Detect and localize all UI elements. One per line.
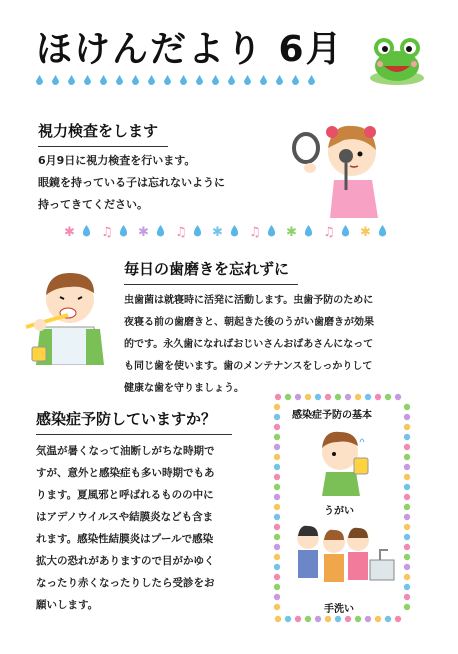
frame-dot	[274, 464, 280, 470]
frame-dot	[274, 534, 280, 540]
frame-dot	[274, 494, 280, 500]
boy-brushing-teeth-illustration	[22, 265, 112, 365]
decorative-separator	[60, 222, 390, 240]
frame-dot	[274, 544, 280, 550]
water-drop-icon	[164, 75, 171, 85]
frame-dot	[315, 616, 321, 622]
frame-dot	[274, 444, 280, 450]
eye-test-text: 6月9日に視力検査を行います。 眼鏡を持っている子は忘れないように 持ってきてください。	[38, 154, 225, 211]
frame-dot	[345, 394, 351, 400]
frame-dot	[404, 504, 410, 510]
frame-dot	[404, 494, 410, 500]
frame-dot	[404, 534, 410, 540]
frame-dot	[274, 434, 280, 440]
infobox-title: 感染症予防の基本	[292, 410, 372, 421]
frame-dot	[295, 394, 301, 400]
frame-dot	[404, 594, 410, 600]
frame-dot	[315, 394, 321, 400]
water-drop-icon	[148, 75, 155, 85]
frame-dot	[365, 394, 371, 400]
music-note-icon: ♫	[323, 225, 335, 240]
frame-dot	[274, 414, 280, 420]
frame-dot	[274, 504, 280, 510]
frame-dot	[274, 514, 280, 520]
frame-dot	[274, 604, 280, 610]
frame-dot	[274, 404, 280, 410]
water-drop-icon	[276, 75, 283, 85]
water-drop-icon	[180, 75, 187, 85]
frame-dot	[404, 404, 410, 410]
frame-dot	[274, 454, 280, 460]
handwashing-label: 手洗い	[324, 604, 354, 615]
frame-dot	[325, 394, 331, 400]
water-drop-icon	[116, 75, 123, 85]
frame-dot	[285, 394, 291, 400]
water-drop-icon	[231, 225, 238, 237]
water-drop-icon	[83, 225, 90, 237]
section-heading-infection: 感染症予防していますか？	[36, 408, 232, 435]
frame-dot	[295, 616, 301, 622]
frame-dot	[404, 584, 410, 590]
frame-dot	[274, 524, 280, 530]
frame-dot	[345, 616, 351, 622]
water-drop-icon	[212, 75, 219, 85]
section-heading-eye-test: 視力検査をします	[38, 120, 168, 147]
water-drop-icon	[305, 225, 312, 237]
frame-dot	[274, 574, 280, 580]
frame-dot	[395, 394, 401, 400]
section-heading-toothbrushing: 毎日の歯磨きを忘れずに	[124, 258, 298, 285]
star-icon: ✱	[212, 225, 223, 240]
frame-dot	[305, 394, 311, 400]
frame-dot	[404, 604, 410, 610]
frame-dot	[404, 514, 410, 520]
water-drop-icon	[196, 75, 203, 85]
frame-dot	[404, 474, 410, 480]
eye-test-girl-illustration	[292, 110, 392, 218]
frame-dot	[404, 554, 410, 560]
music-note-icon: ♫	[249, 225, 261, 240]
frame-dot	[404, 544, 410, 550]
water-drop-icon	[36, 75, 43, 85]
frog-icon	[368, 34, 426, 86]
star-icon: ✱	[360, 225, 371, 240]
frame-dot	[355, 616, 361, 622]
gargle-label: うがい	[324, 506, 354, 517]
toothbrushing-text: 虫歯菌は就寝時に活発に活動します。虫歯予防のために 夜寝る前の歯磨きと、朝起きた後のうがい歯磨きが効果 的です。永久歯になればおじいさんおばあさんになって も同じ歯を使います。歯のメンテナンスをしっかりして 健康な歯を守りましょう。	[124, 295, 374, 394]
frame-dot	[404, 464, 410, 470]
frame-dot	[274, 584, 280, 590]
water-drop-icon	[100, 75, 107, 85]
water-drop-icon	[342, 225, 349, 237]
frame-dot	[395, 616, 401, 622]
water-drop-icon	[194, 225, 201, 237]
handwashing-illustration	[292, 520, 396, 596]
frame-dot	[274, 564, 280, 570]
frame-dot	[404, 424, 410, 430]
frame-dot	[274, 594, 280, 600]
frame-dot	[404, 564, 410, 570]
water-drop-border	[36, 75, 315, 85]
water-drop-icon	[228, 75, 235, 85]
frame-dot	[404, 524, 410, 530]
frame-dot	[385, 394, 391, 400]
water-drop-icon	[292, 75, 299, 85]
frame-dot	[365, 616, 371, 622]
frame-dot	[335, 394, 341, 400]
water-drop-icon	[260, 75, 267, 85]
infection-text: 気温が暑くなって油断しがちな時期で すが、意外と感染症も多い時期でもあ ります。夏風邪と呼ばれるものの中に はアデノウイルスや結膜炎なども含ま れます。感染性結膜炎はプールで感染 拡大の恐れがありますので目がかゆく なったり赤くなったりしたら受診をお 願いします。	[36, 445, 215, 611]
frame-dot	[375, 616, 381, 622]
frame-dot	[335, 616, 341, 622]
frame-dot	[404, 574, 410, 580]
water-drop-icon	[120, 225, 127, 237]
water-drop-icon	[244, 75, 251, 85]
frame-dot	[404, 484, 410, 490]
frame-dot	[404, 434, 410, 440]
frame-dot	[285, 616, 291, 622]
gargling-illustration	[312, 422, 376, 496]
page-title: ほけんだより 6月	[36, 29, 344, 70]
music-note-icon: ♫	[175, 225, 187, 240]
star-icon: ✱	[138, 225, 149, 240]
prevention-infobox	[272, 392, 412, 624]
water-drop-icon	[52, 75, 59, 85]
water-drop-icon	[68, 75, 75, 85]
water-drop-icon	[157, 225, 164, 237]
star-icon: ✱	[64, 225, 75, 240]
water-drop-icon	[379, 225, 386, 237]
frame-dot	[404, 444, 410, 450]
star-icon: ✱	[286, 225, 297, 240]
frame-dot	[305, 616, 311, 622]
frame-dot	[274, 474, 280, 480]
water-drop-icon	[308, 75, 315, 85]
frame-dot	[274, 424, 280, 430]
frame-dot	[375, 394, 381, 400]
music-note-icon: ♫	[101, 225, 113, 240]
water-drop-icon	[268, 225, 275, 237]
frame-dot	[275, 394, 281, 400]
frame-dot	[385, 616, 391, 622]
water-drop-icon	[84, 75, 91, 85]
frame-dot	[325, 616, 331, 622]
frame-dot	[274, 484, 280, 490]
frame-dot	[404, 454, 410, 460]
water-drop-icon	[132, 75, 139, 85]
frame-dot	[274, 554, 280, 560]
frame-dot	[404, 414, 410, 420]
frame-dot	[355, 394, 361, 400]
frame-dot	[275, 616, 281, 622]
